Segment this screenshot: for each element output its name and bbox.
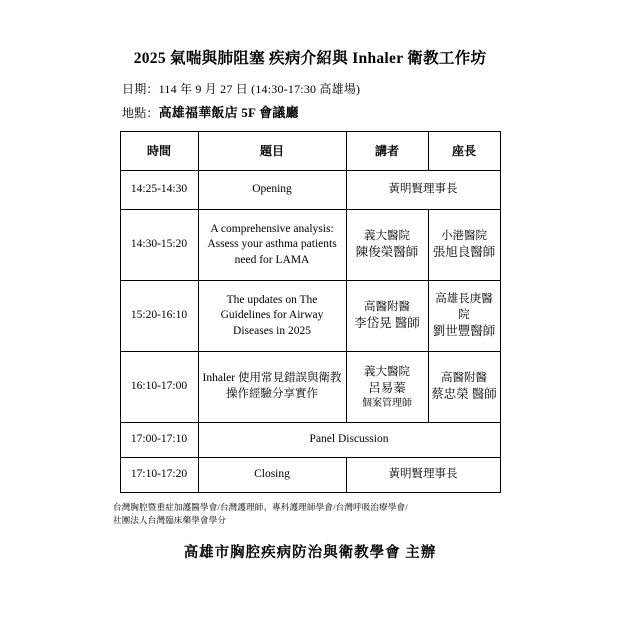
schedule-table: [120, 131, 501, 493]
cell-topic: [198, 210, 346, 281]
cell-time: 17:10-17:20: [120, 458, 198, 493]
table-row: [120, 458, 500, 493]
topic-line: Guidelines for Airway: [220, 309, 324, 322]
cell-topic: Panel Discussion: [198, 423, 500, 458]
cell-time: 14:30-15:20: [120, 210, 198, 281]
chair-name: 蔡忠榮 醫師: [431, 387, 497, 402]
chair-name: 劉世豐醫師: [432, 324, 496, 339]
chair-name: 張旭良醫師: [432, 245, 496, 260]
co-hosts-note: [107, 501, 513, 527]
speaker-organization: 義大醫院: [364, 365, 410, 378]
column-header-topic: 題目: [198, 132, 346, 171]
table-row: [120, 210, 500, 281]
topic-line: Diseases in 2025: [233, 324, 311, 337]
event-venue-label: 地點：: [122, 106, 159, 120]
organizer-line: 高雄市胸腔疾病防治與衛教學會 主辦: [183, 544, 437, 561]
co-hosts-line-1: 台灣胸腔暨重症加護醫學會/台灣護理師、專科護理師學會/台灣呼吸治療學會/: [113, 502, 408, 512]
page-title: 2025 氣喘與肺阻塞 疾病介紹與 Inhaler 衛教工作坊: [133, 50, 487, 67]
table-header-row: [120, 132, 500, 171]
event-date-line: [60, 80, 560, 97]
table-row: [120, 423, 500, 458]
speaker-organization: 義大醫院: [364, 230, 410, 243]
column-header-time: 時間: [120, 132, 198, 171]
column-header-chair: 座長: [428, 132, 500, 171]
event-venue-value: 高雄福華飯店 5F 會議廳: [158, 105, 299, 120]
table-row: [120, 281, 500, 352]
cell-speaker: 黃明賢理事長: [346, 171, 500, 210]
topic-line: Assess your asthma patients: [207, 238, 337, 251]
column-header-speaker: 講者: [346, 132, 428, 171]
cell-time: 16:10-17:00: [120, 352, 198, 423]
chair-organization: 小港醫院: [441, 230, 487, 243]
speaker-role: 個案管理師: [362, 398, 412, 410]
cell-time: 17:00-17:10: [120, 423, 198, 458]
event-date-label: 日期：: [122, 82, 159, 96]
cell-topic: [198, 281, 346, 352]
speaker-name: 陳俊榮醫師: [355, 245, 419, 260]
cell-time: 15:20-16:10: [120, 281, 198, 352]
cell-speaker: [346, 281, 428, 352]
cell-time: 14:25-14:30: [120, 171, 198, 210]
topic-line: The updates on The: [226, 293, 318, 306]
chair-organization: 高醫附醫: [441, 372, 487, 385]
event-venue-line: [60, 102, 560, 121]
topic-line: A comprehensive analysis:: [210, 222, 334, 235]
speaker-name: 李岱晃 醫師: [354, 316, 420, 331]
cell-topic: [198, 352, 346, 423]
topic-line: 操作經驗分享實作: [226, 388, 318, 400]
topic-line: need for LAMA: [234, 253, 310, 266]
table-row: [120, 171, 500, 210]
chair-organization: 高雄長庚醫院: [435, 293, 493, 322]
speaker-name: 呂易蓁: [368, 380, 406, 395]
table-row: [120, 352, 500, 423]
cell-chair: [428, 210, 500, 281]
cell-speaker: [346, 352, 428, 423]
event-date-value: 114 年 9 月 27 日 (14:30-17:30 高雄場): [158, 82, 361, 96]
speaker-organization: 高醫附醫: [364, 301, 410, 314]
cell-topic: Closing: [198, 458, 346, 493]
cell-topic: Opening: [198, 171, 346, 210]
cell-chair: [428, 352, 500, 423]
cell-speaker: [346, 210, 428, 281]
topic-line: Inhaler 使用常見錯誤與衛教: [202, 372, 342, 385]
cell-speaker: 黃明賢理事長: [346, 458, 500, 493]
cell-chair: [428, 281, 500, 352]
co-hosts-line-2: 社團法人台灣臨床藥學會學分: [113, 514, 227, 525]
